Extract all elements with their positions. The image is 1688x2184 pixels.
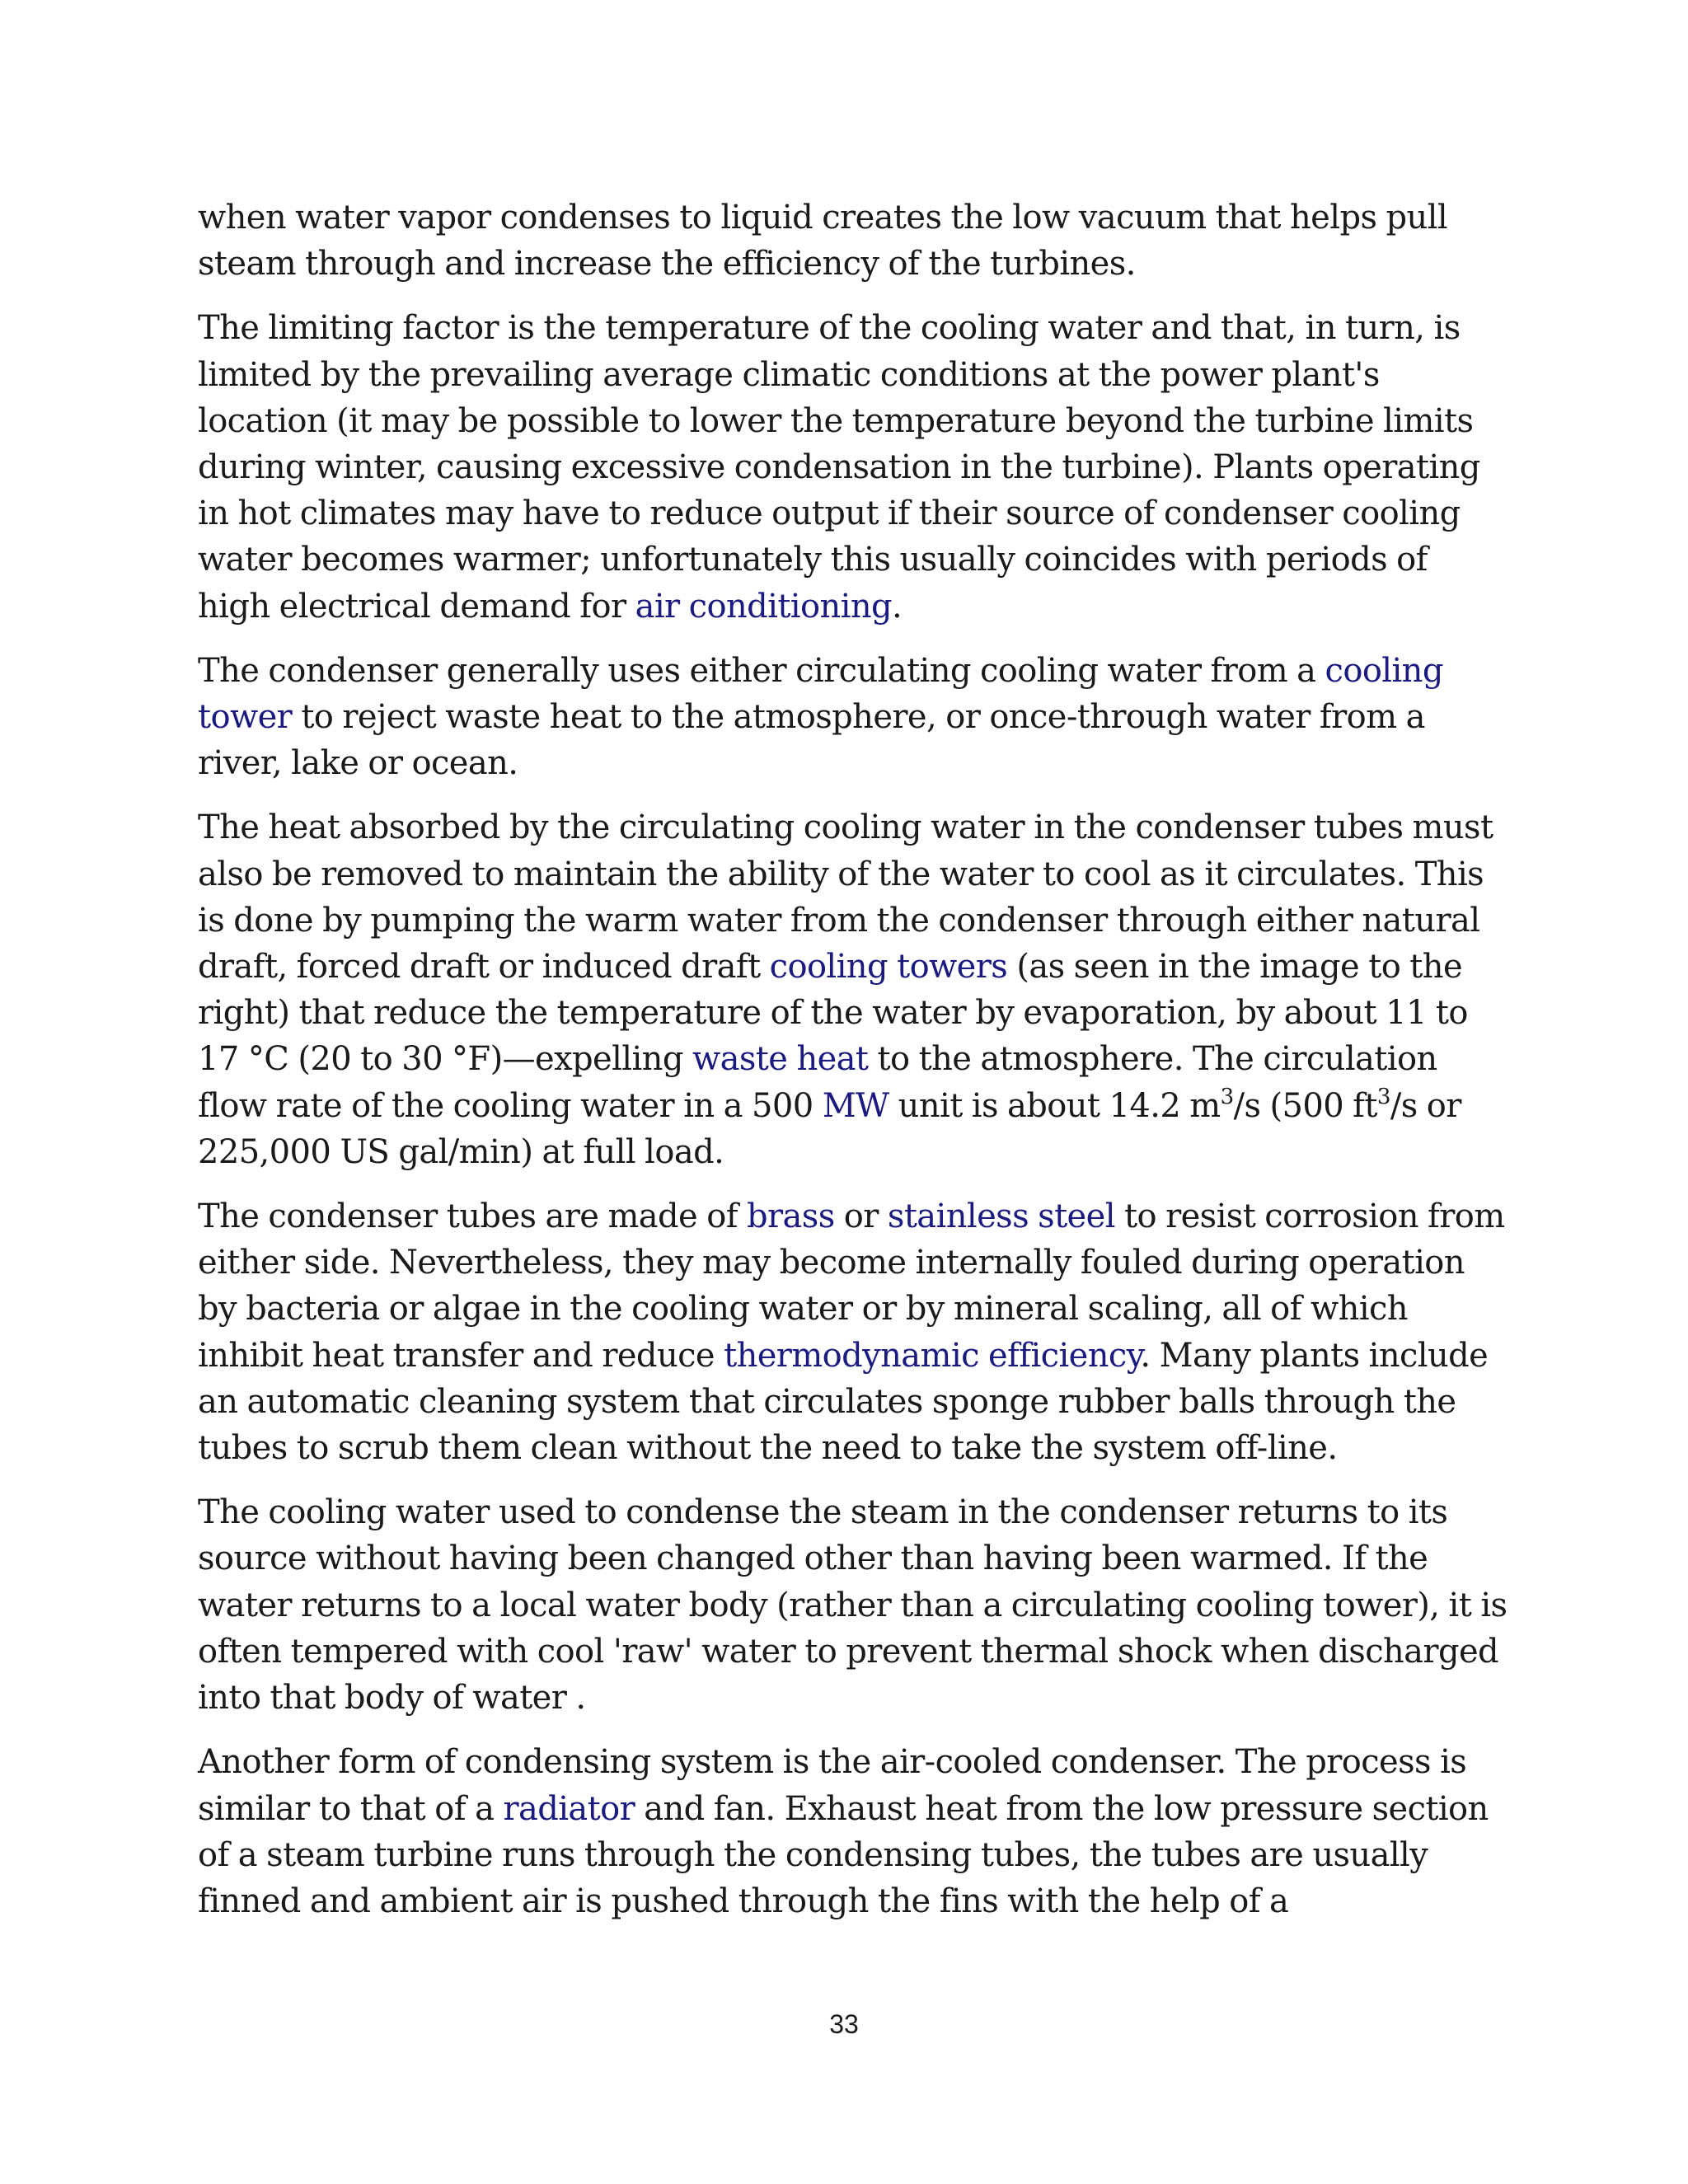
text-segment: The limiting factor is the temperature of the cooling water and that, in turn, is limited by the prevailing average climatic conditions at the power plant's location (it may be possible to lower the temperature beyond the turbine limits during winter, causing excessive condensation in the turbine). Plants operating in hot climates may have to reduce output if their source of condenser cooling water becomes warmer; unfortunately this usually coincides with periods of high electrical demand for xyxy=(198,309,1480,626)
text-segment: The cooling water used to condense the steam in the condenser returns to its source without having been changed other than having been warmed. If the water returns to a local water body (rather than a circulating cooling tower), it is often tempered with cool 'raw' water to prevent thermal shock when discharged into that body of water . xyxy=(198,1493,1507,1718)
page-number: 33 xyxy=(829,2009,859,2039)
document-body xyxy=(198,194,1508,1943)
text-segment: when water vapor condenses to liquid creates the low vacuum that helps pull steam through and increase the efficiency of the turbines. xyxy=(198,199,1448,284)
paragraph xyxy=(198,194,1508,287)
hyperlink[interactable]: waste heat xyxy=(692,1040,869,1079)
text-segment: and fan. Exhaust heat from the low pressure section of a steam turbine runs through the condensing tubes, the tubes are usually finned and ambient air is pushed through the fins with the help of a xyxy=(198,1789,1489,1920)
hyperlink[interactable]: stainless steel xyxy=(887,1197,1115,1236)
paragraph xyxy=(198,1489,1508,1721)
paragraph xyxy=(198,305,1508,629)
hyperlink[interactable]: cooling tower xyxy=(198,651,1443,737)
paragraph xyxy=(198,648,1508,787)
hyperlink[interactable]: radiator xyxy=(503,1789,635,1828)
text-segment: /s or 225,000 US gal/min) at full load. xyxy=(198,1086,1461,1171)
text-segment: Another form of condensing system is the air-cooled condenser. The process is similar to that of a xyxy=(198,1743,1467,1828)
text-segment: to the atmosphere. The circulation flow rate of the cooling water in a 500 xyxy=(198,1040,1437,1125)
text-segment: The condenser generally uses either circulating cooling water from a xyxy=(198,651,1325,690)
hyperlink[interactable]: MW xyxy=(822,1086,889,1125)
text-segment: /s (500 ft xyxy=(1233,1086,1377,1125)
hyperlink[interactable]: cooling towers xyxy=(769,948,1008,987)
hyperlink[interactable]: thermodynamic efficiency xyxy=(724,1336,1141,1375)
text-segment: to reject waste heat to the atmosphere, or once-through water from a river, lake or ocean. xyxy=(198,698,1425,783)
superscript: 3 xyxy=(1220,1084,1234,1109)
paragraph xyxy=(198,1193,1508,1471)
text-segment: (as seen in the image to the right) that reduce the temperature of the water by evaporation, by about 11 to 17 °C (20 to 30 °F)—expelling xyxy=(198,948,1468,1079)
paragraph xyxy=(198,1739,1508,1924)
paragraph xyxy=(198,804,1508,1175)
text-segment: to resist corrosion from either side. Nevertheless, they may become internally fouled during operation by bacteria or algae in the cooling water or by mineral scaling, all of which inhibit heat transfer and reduce xyxy=(198,1197,1505,1375)
text-segment: The heat absorbed by the circulating cooling water in the condenser tubes must also be removed to maintain the ability of the water to cool as it circulates. This is done by pumping the warm water from the condenser through either natural draft, forced draft or induced draft xyxy=(198,808,1493,987)
superscript: 3 xyxy=(1376,1084,1390,1109)
text-segment: The condenser tubes are made of xyxy=(198,1197,748,1236)
text-segment: unit is about 14.2 m xyxy=(889,1086,1221,1125)
text-segment: . xyxy=(892,587,903,626)
hyperlink[interactable]: brass xyxy=(747,1197,835,1236)
text-segment: . Many plants include an automatic cleaning system that circulates sponge rubber balls through the tubes to scrub them clean without the need to take the system off-line. xyxy=(198,1336,1489,1468)
hyperlink[interactable]: air conditioning xyxy=(635,587,892,626)
text-segment: or xyxy=(834,1197,888,1236)
